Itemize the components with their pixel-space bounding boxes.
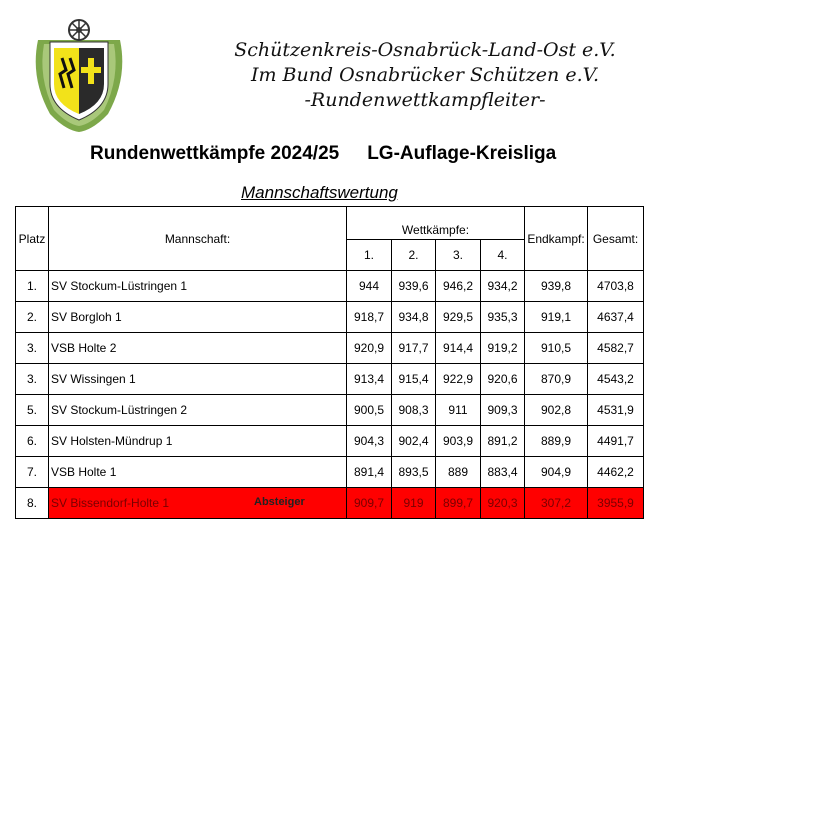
round-1-cell: 909,7 xyxy=(347,488,392,519)
round-1-cell: 920,9 xyxy=(347,333,392,364)
header-total: Gesamt: xyxy=(588,207,644,271)
place-cell: 8. xyxy=(16,488,49,519)
round-4-cell: 883,4 xyxy=(481,457,525,488)
relegation-badge: Absteiger xyxy=(254,496,305,508)
table-row xyxy=(16,426,644,457)
header-round-3: 3. xyxy=(436,240,481,271)
total-cell: 4462,2 xyxy=(588,457,644,488)
season-title: Rundenwettkämpfe 2024/25 xyxy=(90,143,340,164)
table-row xyxy=(16,457,644,488)
place-cell: 2. xyxy=(16,302,49,333)
round-2-cell: 917,7 xyxy=(392,333,436,364)
table-row xyxy=(16,333,644,364)
header-line-1: Schützenkreis-Osnabrück-Land-Ost e.V. xyxy=(234,39,616,61)
round-2-cell: 915,4 xyxy=(392,364,436,395)
total-cell: 4703,8 xyxy=(588,271,644,302)
total-cell: 4531,9 xyxy=(588,395,644,426)
league-title: LG-Auflage-Kreisliga xyxy=(367,143,557,164)
round-2-cell: 902,4 xyxy=(392,426,436,457)
round-3-cell: 903,9 xyxy=(436,426,481,457)
header-place: Platz xyxy=(16,207,49,271)
header-final: Endkampf: xyxy=(525,207,588,271)
total-cell: 4637,4 xyxy=(588,302,644,333)
round-3-cell: 914,4 xyxy=(436,333,481,364)
header-round-2: 2. xyxy=(392,240,436,271)
header-competitions: Wettkämpfe: xyxy=(347,207,525,240)
place-cell: 3. xyxy=(16,364,49,395)
table-row xyxy=(16,271,644,302)
round-2-cell: 893,5 xyxy=(392,457,436,488)
total-cell: 4491,7 xyxy=(588,426,644,457)
header-line-2: Im Bund Osnabrücker Schützen e.V. xyxy=(250,64,600,86)
round-4-cell: 919,2 xyxy=(481,333,525,364)
place-cell: 1. xyxy=(16,271,49,302)
round-2-cell: 934,8 xyxy=(392,302,436,333)
round-2-cell: 919 xyxy=(392,488,436,519)
round-4-cell: 935,3 xyxy=(481,302,525,333)
total-cell: 4582,7 xyxy=(588,333,644,364)
round-3-cell: 889 xyxy=(436,457,481,488)
final-cell: 902,8 xyxy=(525,395,588,426)
round-3-cell: 899,7 xyxy=(436,488,481,519)
shield-crest-icon xyxy=(30,18,128,134)
final-cell: 919,1 xyxy=(525,302,588,333)
header-round-4: 4. xyxy=(481,240,525,271)
final-cell: 904,9 xyxy=(525,457,588,488)
final-cell: 870,9 xyxy=(525,364,588,395)
total-cell: 4543,2 xyxy=(588,364,644,395)
section-subtitle: Mannschaftswertung xyxy=(241,183,398,202)
table-row xyxy=(16,302,644,333)
team-name: SV Bissendorf-Holte 1 xyxy=(51,496,170,510)
round-4-cell: 934,2 xyxy=(481,271,525,302)
round-3-cell: 946,2 xyxy=(436,271,481,302)
table-row xyxy=(16,364,644,395)
total-cell: 3955,9 xyxy=(588,488,644,519)
header-team: Mannschaft: xyxy=(49,207,347,271)
table-row-relegated xyxy=(16,488,644,519)
header-round-1: 1. xyxy=(347,240,392,271)
round-1-cell: 944 xyxy=(347,271,392,302)
round-4-cell: 920,6 xyxy=(481,364,525,395)
team-cell xyxy=(49,488,347,519)
round-3-cell: 911 xyxy=(436,395,481,426)
place-cell: 7. xyxy=(16,457,49,488)
place-cell: 5. xyxy=(16,395,49,426)
place-cell: 6. xyxy=(16,426,49,457)
round-4-cell: 909,3 xyxy=(481,395,525,426)
round-3-cell: 929,5 xyxy=(436,302,481,333)
association-header xyxy=(220,38,630,113)
round-1-cell: 913,4 xyxy=(347,364,392,395)
team-cell: VSB Holte 2 xyxy=(49,333,347,364)
team-cell: SV Stockum-Lüstringen 2 xyxy=(49,395,347,426)
round-1-cell: 891,4 xyxy=(347,457,392,488)
results-table xyxy=(15,206,644,519)
team-cell: VSB Holte 1 xyxy=(49,457,347,488)
final-cell: 307,2 xyxy=(525,488,588,519)
final-cell: 889,9 xyxy=(525,426,588,457)
round-4-cell: 891,2 xyxy=(481,426,525,457)
logo xyxy=(30,18,128,134)
round-1-cell: 904,3 xyxy=(347,426,392,457)
round-1-cell: 900,5 xyxy=(347,395,392,426)
team-cell: SV Wissingen 1 xyxy=(49,364,347,395)
round-1-cell: 918,7 xyxy=(347,302,392,333)
team-cell: SV Holsten-Mündrup 1 xyxy=(49,426,347,457)
round-4-cell: 920,3 xyxy=(481,488,525,519)
round-2-cell: 939,6 xyxy=(392,271,436,302)
round-3-cell: 922,9 xyxy=(436,364,481,395)
final-cell: 939,8 xyxy=(525,271,588,302)
round-2-cell: 908,3 xyxy=(392,395,436,426)
team-cell: SV Borgloh 1 xyxy=(49,302,347,333)
team-cell: SV Stockum-Lüstringen 1 xyxy=(49,271,347,302)
page-title xyxy=(90,143,556,165)
table-row xyxy=(16,395,644,426)
header-line-3: -Rundenwettkampfleiter- xyxy=(304,89,546,111)
place-cell: 3. xyxy=(16,333,49,364)
final-cell: 910,5 xyxy=(525,333,588,364)
